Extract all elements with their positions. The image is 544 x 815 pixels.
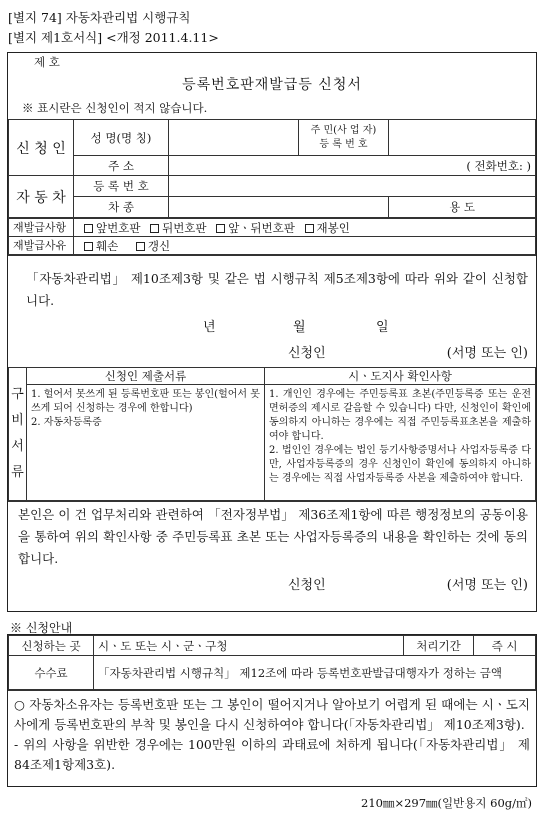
form-title: 등록번호판재발급등 신청서: [182, 77, 362, 93]
application-form: [7, 52, 537, 612]
docs-side-label: [9, 368, 27, 501]
guide-notice: [8, 690, 536, 786]
date-month: 월: [293, 320, 306, 335]
front-plate-checkbox[interactable]: [84, 224, 93, 233]
law-header: [별지 74] 자동차관리법 시행규칙: [8, 10, 191, 25]
docs-official-list: [265, 385, 536, 501]
reg-no-label: 등 록 번 호: [74, 176, 169, 197]
damage-checkbox[interactable]: [84, 242, 93, 251]
date-year: 년: [203, 320, 216, 335]
consent-sign: 신청인: [288, 578, 326, 593]
docs-applicant-list: [27, 385, 265, 501]
notice-2: - 위의 사항을 위반한 경우에는 100만원 이하의 과태료에 처하게 됩니다(「자동차관리법」 제84조제1항제3호).: [14, 737, 530, 772]
fee-label: 수수료: [9, 656, 94, 690]
both-plate-checkbox[interactable]: [216, 224, 225, 233]
car-type-label: 차 종: [74, 197, 169, 218]
notice-1: ○ 자동차소유자는 등록번호판 또는 그 봉인이 떨어지거나 알아보기 어렵게 된 때에는 시ㆍ도지사에게 등록번호판의 부착 및 봉인을 다시 신청하여야 합니다(「자동차관리법」 제10조제3항).: [14, 697, 530, 732]
guide-table: [7, 634, 537, 787]
paper-size-footer: 210㎜×297㎜(일반용지 60g/㎡): [361, 796, 532, 810]
reseal-checkbox[interactable]: [305, 224, 314, 233]
reissue-reason-label: 재발급사유: [9, 237, 74, 255]
docs-side-label-text: 구비서류: [11, 387, 24, 480]
usage-label: [389, 197, 536, 218]
reg-no-field[interactable]: [169, 176, 536, 197]
name-field[interactable]: [169, 120, 299, 156]
consent-sign-note[interactable]: (서명 또는 인): [446, 578, 528, 593]
renewal-checkbox[interactable]: [136, 242, 145, 251]
rear-plate-label: 뒤번호판: [162, 220, 207, 235]
docs-applicant-header: 신청인 제출서류: [27, 368, 265, 385]
rear-plate-checkbox[interactable]: [150, 224, 159, 233]
consent-section: [8, 501, 536, 611]
reissue-reason-options: [74, 237, 536, 255]
reissue-items-label: 재발급사항: [9, 219, 74, 237]
reseal-label: 재봉인: [316, 220, 350, 235]
address-label: 주 소: [74, 156, 169, 176]
docs-applicant-item-2: 2. 자동차등록증: [31, 417, 102, 428]
docs-official-item-2: 2. 법인인 경우에는 법인 등기사항증명서나 사업자등록증 다만, 사업자등록증의 경우 신청인이 확인에 동의하지 아니하는 경우에는 직접 사업자등록증 사본을 제출하여야 합니다.: [269, 445, 531, 484]
receipt-number: 제 호: [34, 55, 60, 69]
usage-label-text: 용 도: [449, 200, 475, 214]
resident-no-label: 주 민(사 업 자) 등 록 번 호: [299, 120, 389, 156]
address-field[interactable]: ( 전화번호: ): [169, 156, 536, 176]
docs-official-item-1: 1. 개인인 경우에는 주민등록표 초본(주민등록증 또는 운전면허증의 제시로 갈음할 수 있습니다) 다만, 신청인이 확인에 동의하지 아니하는 경우에는 직접 주민등록표초본을 제출하여야 합니다.: [269, 389, 531, 442]
date-day: 일: [376, 320, 389, 335]
resident-no-field[interactable]: [389, 120, 536, 156]
declaration-section: [8, 255, 536, 367]
applicant-section-label: 신 청 인: [9, 120, 74, 176]
sign-note[interactable]: (서명 또는 인): [446, 346, 528, 361]
docs-applicant-item-1: 1. 헐어서 못쓰게 된 등록번호판 또는 봉인(헐어서 못쓰게 되어 신청하는 경우에 한합니다): [31, 389, 260, 414]
consent-text: 본인은 이 건 업무처리와 관련하여 「전자정부법」 제36조제1항에 따른 행정정보의 공동이용을 통하여 위의 확인사항 중 주민등록표 초본 또는 사업자등록증의 내용을 확인하는 것에 동의합니다.: [18, 507, 528, 566]
docs-official-header: 시ㆍ도지사 확인사항: [265, 368, 536, 385]
renewal-label: 갱신: [147, 238, 171, 253]
name-label: 성 명(명 칭): [74, 120, 169, 156]
form-number-header: [별지 제1호서식] <개정 2011.4.11>: [8, 30, 219, 45]
car-type-field[interactable]: [169, 197, 389, 218]
vehicle-section-label: 자 동 차: [9, 176, 74, 218]
damage-label: 훼손: [96, 238, 119, 253]
where-label: 신청하는 곳: [9, 636, 94, 656]
period-value: 즉 시: [474, 636, 536, 656]
period-label: 처리기간: [404, 636, 474, 656]
both-plate-label: 앞ㆍ뒤번호판: [228, 220, 295, 235]
reissue-items-options: [74, 219, 536, 237]
applicant-sign: 신청인: [288, 346, 326, 361]
declaration-text: 「자동차관리법」 제10조제3항 및 같은 법 시행규칙 제5조제3항에 따라 위와 같이 신청합니다.: [26, 271, 528, 308]
guide-title: ※ 신청안내: [10, 621, 73, 635]
front-plate-label: 앞번호판: [96, 220, 141, 235]
fee-value: 「자동차관리법 시행규칙」 제12조에 따라 등록번호판발급대행자가 정하는 금액: [94, 656, 536, 690]
where-value: 시ㆍ도 또는 시ㆍ군ㆍ구청: [94, 636, 404, 656]
form-note: ※ 표시란은 신청인이 적지 않습니다.: [22, 101, 208, 115]
